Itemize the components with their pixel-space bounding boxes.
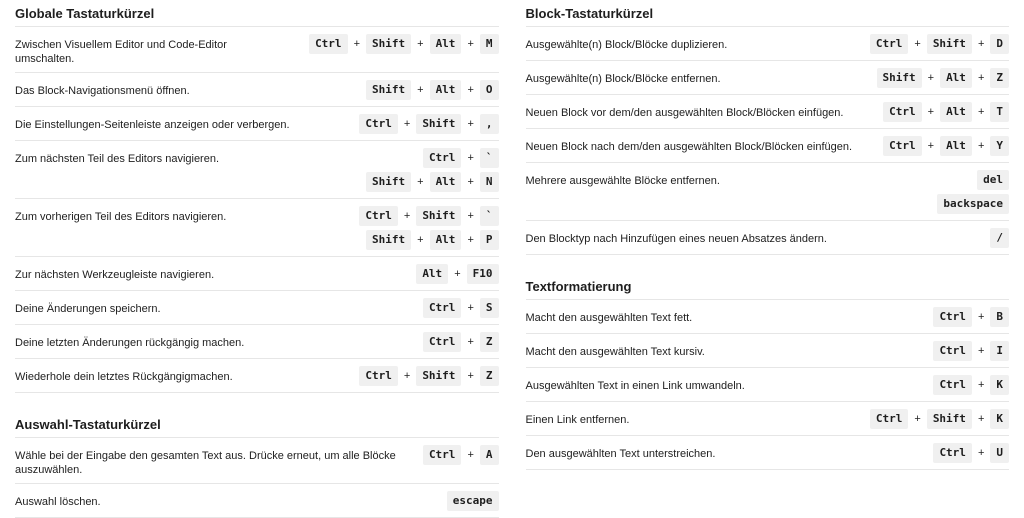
shortcut-key-combinations [423, 332, 499, 352]
plus-separator: + [927, 72, 935, 84]
plus-separator: + [977, 38, 985, 50]
keyboard-key: Alt [940, 68, 972, 88]
keyboard-key: Shift [366, 80, 411, 100]
shortcut-key-combinations [423, 445, 499, 465]
keyboard-key: Ctrl [883, 102, 922, 122]
key-combination [877, 68, 1010, 88]
section-title-selection: Auswahl-Tastaturkürzel [15, 417, 161, 432]
shortcut-row [15, 325, 499, 359]
keyboard-key: Ctrl [359, 114, 398, 134]
shortcut-key-combinations [870, 409, 1009, 429]
keyboard-key: Z [480, 332, 499, 352]
keyboard-key: Ctrl [870, 34, 909, 54]
keyboard-key: Alt [430, 172, 462, 192]
global-shortcuts-section [15, 0, 499, 393]
plus-separator: + [467, 302, 474, 314]
plus-separator: + [467, 84, 474, 96]
keyboard-key: P [480, 230, 499, 250]
keyboard-key: Shift [416, 206, 461, 226]
plus-separator: + [467, 210, 474, 222]
shortcut-row [526, 221, 1010, 255]
plus-separator: + [417, 176, 424, 188]
key-combination [416, 264, 498, 284]
shortcut-row [526, 129, 1010, 163]
key-combination [933, 307, 1009, 327]
shortcut-key-combinations [933, 307, 1009, 327]
keyboard-key: Shift [927, 409, 972, 429]
keyboard-key: ` [480, 148, 499, 168]
keyboard-key: B [990, 307, 1009, 327]
key-combination [883, 102, 1009, 122]
keyboard-key: O [480, 80, 499, 100]
plus-separator: + [467, 234, 474, 246]
keyboard-key: Ctrl [359, 206, 398, 226]
plus-separator: + [977, 311, 985, 323]
keyboard-key: Shift [416, 114, 461, 134]
shortcut-description: Wiederhole dein letztes Rückgängigmachen. [15, 371, 233, 383]
keyboard-key: Ctrl [933, 341, 972, 361]
shortcut-row [15, 141, 499, 199]
block-shortcut-list [526, 26, 1010, 255]
keyboard-key: Ctrl [423, 445, 462, 465]
keyboard-key: Shift [927, 34, 972, 54]
shortcut-description: Macht den ausgewählten Text kursiv. [525, 346, 705, 358]
keyboard-key: / [990, 228, 1009, 248]
keyboard-key: ` [480, 206, 499, 226]
keyboard-key: Shift [366, 172, 411, 192]
plus-separator: + [977, 413, 985, 425]
block-shortcuts-section [526, 0, 1010, 255]
keyboard-key: Shift [366, 34, 411, 54]
plus-separator: + [403, 118, 411, 130]
keyboard-key: Ctrl [423, 298, 462, 318]
shortcut-description: Die Einstellungen-Seitenleiste anzeigen oder verbergen. [15, 119, 290, 131]
plus-separator: + [417, 234, 424, 246]
shortcut-key-combinations [870, 34, 1009, 54]
plus-separator: + [454, 268, 461, 280]
plus-separator: + [927, 106, 935, 118]
shortcut-description: Einen Link entfernen. [525, 414, 630, 426]
keyboard-key: Shift [416, 366, 461, 386]
shortcut-key-combinations [933, 375, 1009, 395]
plus-separator: + [417, 38, 424, 50]
keyboard-key: Ctrl [309, 34, 348, 54]
keyboard-key: Alt [940, 136, 972, 156]
shortcut-row [526, 436, 1010, 470]
key-combination [359, 114, 498, 134]
selection-shortcuts-section [15, 411, 499, 518]
plus-separator: + [977, 345, 985, 357]
text-formatting-section [526, 273, 1010, 470]
shortcut-key-combinations [447, 491, 499, 511]
shortcut-description: Macht den ausgewählten Text fett. [525, 312, 693, 324]
global-shortcut-list [15, 26, 499, 393]
keyboard-key: Alt [940, 102, 972, 122]
plus-separator: + [467, 38, 474, 50]
keyboard-key: K [990, 409, 1009, 429]
keyboard-key: Ctrl [933, 443, 972, 463]
shortcut-row [526, 334, 1010, 368]
keyboard-key: escape [447, 491, 499, 511]
key-combination [933, 443, 1009, 463]
shortcut-description: Ausgewählte(n) Block/Blöcke duplizieren. [525, 39, 728, 51]
plus-separator: + [467, 152, 474, 164]
key-combination [366, 230, 499, 250]
shortcut-description: Ausgewählte(n) Block/Blöcke entfernen. [525, 73, 721, 85]
shortcut-row [15, 27, 499, 73]
shortcut-description: Das Block-Navigationsmenü öffnen. [15, 85, 190, 97]
text-formatting-shortcut-list [526, 299, 1010, 470]
shortcut-row [526, 402, 1010, 436]
shortcut-row [526, 61, 1010, 95]
shortcut-key-combinations [423, 298, 499, 318]
keyboard-key: M [480, 34, 499, 54]
right-column [526, 0, 1010, 518]
plus-separator: + [467, 176, 474, 188]
shortcut-description: Zwischen Visuellem Editor und Code-Editor umschalten. [15, 39, 227, 65]
shortcut-key-combinations [366, 148, 499, 192]
shortcut-key-combinations [990, 228, 1009, 248]
shortcut-key-combinations [359, 114, 498, 134]
key-combination [870, 34, 1009, 54]
plus-separator: + [467, 449, 474, 461]
shortcut-key-combinations [309, 34, 498, 54]
keyboard-key: Shift [877, 68, 922, 88]
keyboard-key: Ctrl [933, 307, 972, 327]
shortcut-description: Auswahl löschen. [15, 496, 101, 508]
shortcut-description: Zur nächsten Werkzeugleiste navigieren. [15, 269, 215, 281]
plus-separator: + [403, 370, 411, 382]
shortcut-key-combinations [359, 206, 498, 250]
keyboard-key: Ctrl [423, 148, 462, 168]
plus-separator: + [467, 336, 474, 348]
shortcut-description: Deine Änderungen speichern. [15, 303, 161, 315]
key-combination [423, 148, 499, 168]
plus-separator: + [914, 38, 921, 50]
section-title-text-formatting: Textformatierung [525, 279, 632, 294]
plus-separator: + [403, 210, 411, 222]
key-combination [423, 445, 499, 465]
keyboard-key: Y [990, 136, 1009, 156]
shortcut-description: Den ausgewählten Text unterstreichen. [525, 448, 716, 460]
shortcut-description: Neuen Block vor dem/den ausgewählten Block/Blöcken einfügen. [525, 107, 844, 119]
shortcut-row [526, 27, 1010, 61]
shortcut-row [15, 257, 499, 291]
key-combination [309, 34, 498, 54]
shortcut-key-combinations [416, 264, 498, 284]
plus-separator: + [914, 413, 921, 425]
key-combination [359, 366, 498, 386]
keyboard-key: T [990, 102, 1009, 122]
section-title-global: Globale Tastaturkürzel [15, 6, 155, 21]
key-combination [359, 206, 498, 226]
keyboard-key: I [990, 341, 1009, 361]
keyboard-key: U [990, 443, 1009, 463]
plus-separator: + [927, 140, 935, 152]
shortcut-description: Ausgewählten Text in einen Link umwandeln. [525, 380, 745, 392]
keyboard-key: del [977, 170, 1009, 190]
key-combination [990, 228, 1009, 248]
shortcut-key-combinations [883, 102, 1009, 122]
keyboard-key: N [480, 172, 499, 192]
shortcut-key-combinations [937, 170, 1009, 214]
plus-separator: + [977, 379, 985, 391]
plus-separator: + [977, 447, 985, 459]
key-combination [937, 194, 1009, 214]
shortcut-row [526, 163, 1010, 221]
shortcut-row [15, 484, 499, 518]
shortcut-description: Den Blocktyp nach Hinzufügen eines neuen Absatzes ändern. [525, 233, 827, 245]
keyboard-key: Alt [416, 264, 448, 284]
keyboard-key: K [990, 375, 1009, 395]
keyboard-key: S [480, 298, 499, 318]
shortcut-row [15, 291, 499, 325]
shortcut-key-combinations [366, 80, 499, 100]
shortcut-row [15, 199, 499, 257]
key-combination [366, 172, 499, 192]
shortcut-row [526, 300, 1010, 334]
plus-separator: + [353, 38, 360, 50]
plus-separator: + [467, 118, 474, 130]
shortcut-key-combinations [359, 366, 498, 386]
keyboard-key: Ctrl [870, 409, 909, 429]
plus-separator: + [977, 140, 985, 152]
keyboard-key: Ctrl [359, 366, 398, 386]
left-column [15, 0, 499, 518]
shortcut-description: Mehrere ausgewählte Blöcke entfernen. [525, 175, 720, 187]
plus-separator: + [467, 370, 474, 382]
shortcut-description: Neuen Block nach dem/den ausgewählten Block/Blöcken einfügen. [525, 141, 853, 153]
shortcut-row [15, 359, 499, 393]
shortcut-description: Zum vorherigen Teil des Editors navigieren. [15, 211, 227, 223]
shortcut-key-combinations [877, 68, 1010, 88]
plus-separator: + [977, 72, 985, 84]
key-combination [423, 298, 499, 318]
shortcut-row [526, 368, 1010, 402]
shortcut-key-combinations [933, 341, 1009, 361]
keyboard-key: Ctrl [933, 375, 972, 395]
keyboard-key: F10 [467, 264, 499, 284]
keyboard-key: Ctrl [883, 136, 922, 156]
keyboard-key: Ctrl [423, 332, 462, 352]
keyboard-key: backspace [937, 194, 1009, 214]
shortcut-row [15, 438, 499, 484]
keyboard-key: Alt [430, 34, 462, 54]
shortcut-key-combinations [883, 136, 1009, 156]
shortcut-row [526, 95, 1010, 129]
key-combination [883, 136, 1009, 156]
key-combination [366, 80, 499, 100]
keyboard-key: Alt [430, 80, 462, 100]
plus-separator: + [977, 106, 985, 118]
plus-separator: + [417, 84, 424, 96]
keyboard-key: A [480, 445, 499, 465]
keyboard-key: Shift [366, 230, 411, 250]
key-combination [933, 341, 1009, 361]
keyboard-key: D [990, 34, 1009, 54]
shortcut-row [15, 107, 499, 141]
key-combination [447, 491, 499, 511]
key-combination [423, 332, 499, 352]
shortcut-description: Wähle bei der Eingabe den gesamten Text aus. Drücke erneut, um alle Blöcke auszuwählen. [15, 450, 396, 476]
key-combination [977, 170, 1009, 190]
keyboard-key: Z [990, 68, 1009, 88]
keyboard-key: Alt [430, 230, 462, 250]
key-combination [870, 409, 1009, 429]
shortcut-description: Deine letzten Änderungen rückgängig machen. [15, 337, 245, 349]
shortcut-row [15, 73, 499, 107]
shortcut-key-combinations [933, 443, 1009, 463]
shortcut-description: Zum nächsten Teil des Editors navigieren. [15, 153, 220, 165]
section-title-block: Block-Tastaturkürzel [525, 6, 654, 21]
keyboard-key: Z [480, 366, 499, 386]
keyboard-key: , [480, 114, 499, 134]
key-combination [933, 375, 1009, 395]
